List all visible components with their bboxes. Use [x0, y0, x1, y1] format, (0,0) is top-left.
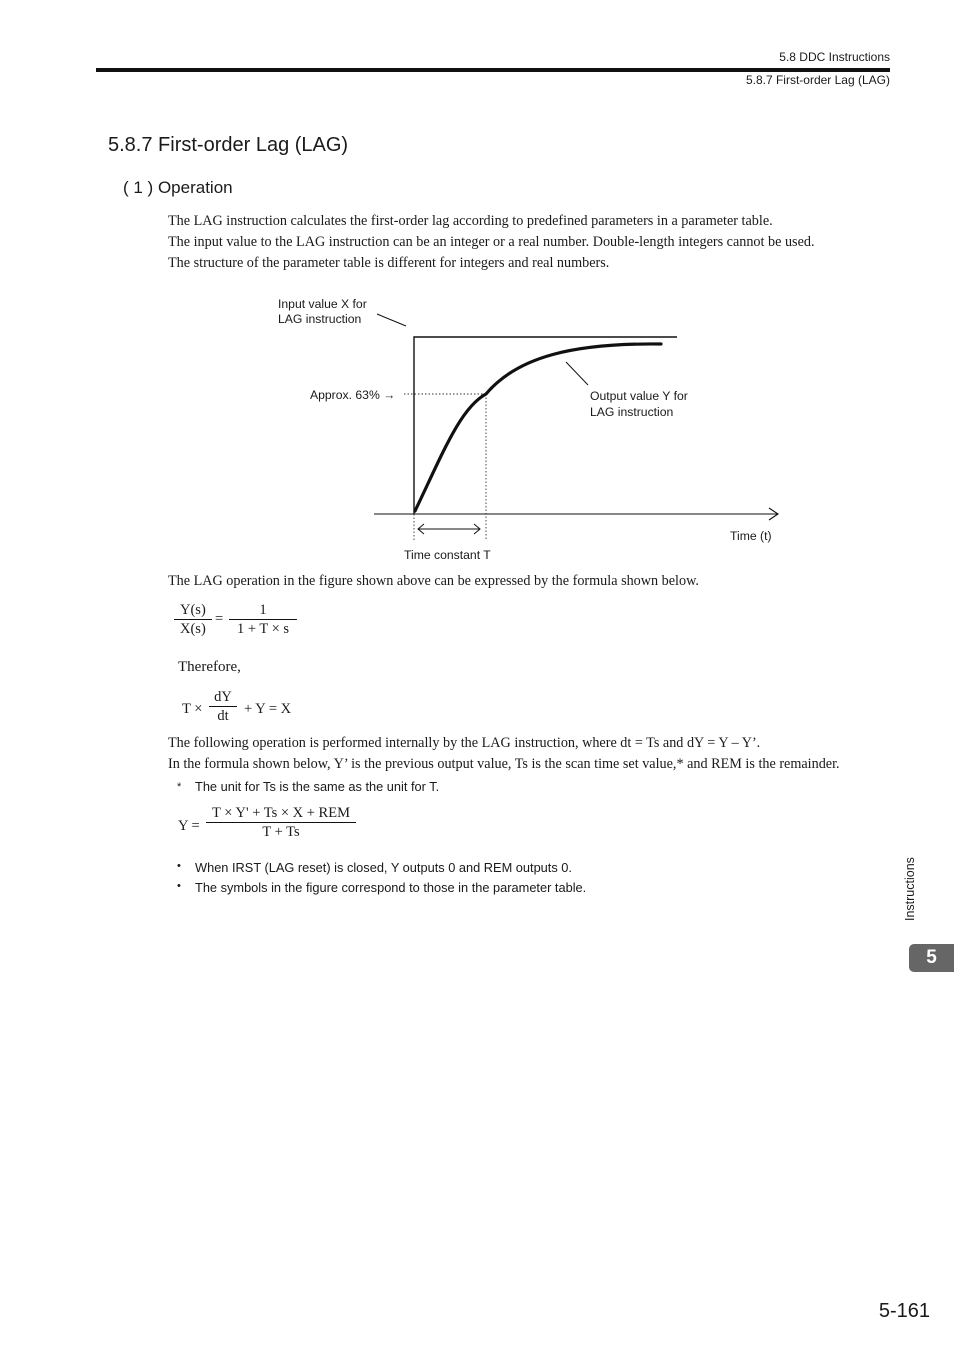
chapter-tab-label: Instructions [903, 857, 917, 921]
output-leader-line [566, 362, 588, 385]
diff-eq-numerator: dY [214, 689, 232, 705]
diff-eq-fraction [209, 688, 237, 725]
diff-eq-denominator: dt [217, 708, 229, 724]
footnote-text: The unit for Ts is the same as the unit for T. [195, 779, 440, 794]
diff-eq-prefix: T × [182, 701, 203, 717]
input-label-line-2: LAG instruction [278, 312, 362, 326]
internal-line-1: The following operation is performed internally by the LAG instruction, where dt = Ts and dY = Y – Y’. [168, 735, 761, 751]
output-eq-denominator: T + Ts [262, 824, 300, 840]
transfer-lhs-numerator: Y(s) [180, 602, 206, 618]
running-header-subsection: 5.8.7 First-order Lag (LAG) [745, 73, 890, 87]
transfer-rhs-numerator: 1 [259, 602, 267, 618]
therefore-text: Therefore, [178, 659, 241, 675]
page-number: 5-161 [878, 1300, 930, 1322]
transfer-lhs-denominator: X(s) [180, 621, 206, 637]
intro-line-3: The structure of the parameter table is different for integers and real numbers. [168, 255, 610, 271]
subsection-title: ( 1 ) Operation [123, 178, 233, 197]
bullet-marker: • [177, 880, 181, 892]
output-eq-lhs: Y = [178, 818, 200, 834]
lag-response-figure [0, 0, 954, 600]
internal-line-2: In the formula shown below, Y’ is the previous output value, Ts is the scan time set value,* and REM is the remainder. [168, 756, 840, 772]
section-title: 5.8.7 First-order Lag (LAG) [108, 134, 349, 156]
transfer-lhs-fraction [174, 601, 212, 638]
output-eq-numerator: T × Y' + Ts × X + REM [212, 805, 350, 821]
time-constant-label: Time constant T [404, 548, 491, 562]
running-header-section: 5.8 DDC Instructions [779, 50, 890, 64]
approx-63-label: Approx. 63% → [310, 388, 396, 402]
transfer-rhs-fraction [229, 601, 297, 638]
footnote-marker: * [177, 781, 182, 793]
output-label-line-2: LAG instruction [590, 405, 674, 419]
bullet-marker: • [177, 860, 181, 872]
chapter-tab-number: 5 [909, 944, 954, 972]
input-step-line [414, 337, 677, 514]
input-label-line-1: Input value X for [278, 297, 367, 311]
input-leader-line [377, 314, 406, 326]
diff-eq-suffix: + Y = X [244, 701, 292, 717]
bullet-item-1: When IRST (LAG reset) is closed, Y outputs 0 and REM outputs 0. [195, 860, 572, 875]
bullet-item-2: The symbols in the figure correspond to those in the parameter table. [195, 880, 587, 895]
output-curve [415, 344, 661, 511]
formula-intro: The LAG operation in the figure shown above can be expressed by the formula shown below. [168, 573, 699, 589]
intro-line-2: The input value to the LAG instruction can be an integer or a real number. Double-length integers cannot be used. [168, 234, 815, 250]
transfer-equals: = [215, 611, 224, 627]
time-axis-label: Time (t) [730, 529, 772, 543]
output-label-line-1: Output value Y for [590, 389, 688, 403]
transfer-rhs-denominator: 1 + T × s [236, 621, 290, 637]
intro-line-1: The LAG instruction calculates the first-order lag according to predefined parameters in a parameter table. [168, 213, 773, 229]
output-eq-fraction [206, 804, 356, 841]
